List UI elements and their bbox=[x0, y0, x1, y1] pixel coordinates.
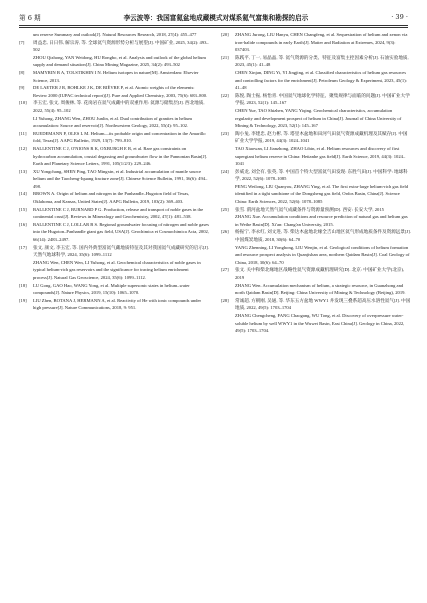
references-left-column bbox=[19, 31, 209, 312]
reference-entry bbox=[221, 107, 411, 130]
reference-number: [25] bbox=[221, 206, 229, 212]
reference-entry bbox=[19, 259, 209, 282]
reference-number: [22] bbox=[221, 92, 229, 98]
reference-text: ZHANG Xue. Accumulation conditions and resource prediction of natural gas and helium gas in Weihe Basin[D]. Xi'an: Chang'an University, 2015. bbox=[235, 214, 408, 227]
reference-number: [7] bbox=[19, 39, 25, 45]
page-header bbox=[19, 10, 408, 24]
reference-entry bbox=[19, 31, 209, 39]
reference-number: [21] bbox=[221, 54, 229, 60]
reference-entry bbox=[221, 244, 411, 267]
reference-number bbox=[19, 54, 33, 69]
reference-text: BALLENTINE C J, LOLLAR B S. Regional groundwater focusing of nitrogen and noble gases into the Hugoton–Panhandle giant gas field, USA[J]. Geochimica et Cosmochimica Acta, 2002, 66(14): 2483–2497. bbox=[33, 221, 209, 243]
reference-entry bbox=[221, 228, 411, 243]
reference-number: [17] bbox=[19, 244, 27, 250]
reference-text: 李玉宏, 张文, 周俊林, 等. 花岗岩在氦气成藏中的双重作用: 氦源与储集层[J]. 西北地质, 2022, 55(4): 95–102 bbox=[33, 100, 205, 113]
reference-text: MAMYRIN B A, TOLSTIKHIN I N. Helium isotopes in nature[M]. Amsterdam: Elsevier Science, 2013. bbox=[33, 69, 199, 83]
reference-text: 陈悦, 陶士振, 杨怡青. 中国氦气地球化学特征、聚集规律与面临的问题[J]. 中国矿业大学学报, 2023, 52(1): 145–167 bbox=[235, 92, 410, 106]
reference-entry bbox=[19, 145, 209, 168]
reference-text: CHEN Xinjan, DING Yi, YI Jingjing, et al. Classified characteristics of helium gas resources and controlling factors for the enrichment[J]. Petroleum Geology & Experiment, 2023, 45(1): 41–48 bbox=[235, 69, 407, 91]
reference-number bbox=[221, 145, 235, 168]
reference-entry bbox=[221, 31, 411, 54]
reference-entry bbox=[221, 92, 411, 107]
reference-number: [23] bbox=[221, 130, 229, 136]
reference-entry bbox=[19, 206, 209, 221]
reference-number bbox=[19, 259, 33, 282]
reference-number: [27] bbox=[221, 267, 229, 273]
reference-number: [18] bbox=[19, 282, 27, 288]
reference-number: [26] bbox=[221, 229, 229, 235]
reference-text: 常诚超, 方朝刚, 吴通, 等. 华东五方盆地 WWY1 井发现三叠系超高压水溶性氦气[J]. 中国地质, 2022, 49(5): 1703–1704 bbox=[235, 297, 411, 311]
reference-text: TAO Xiaowan, LI Jianzhong, ZHAO Libin, et al. Helium resources and discovery of first supergiant helium reserve in China: Hetianhe gas field[J]. Earth Science, 2019, 44(3): 1024–1041 bbox=[235, 145, 406, 167]
reference-number: [13] bbox=[19, 168, 27, 174]
reference-entry bbox=[19, 168, 209, 191]
reference-number bbox=[19, 115, 33, 130]
reference-text: XU Yongchang, SHEN Ping, TAO Mingxin, et al. Industrial accumulation of mantle source helium and the Taocheng-Iquang fracture zone[J]. Chinese Science Bulletin, 1991, 36(6): 494–498. bbox=[33, 168, 208, 189]
reference-text: um reserve Summary and outlook[J]. Natural Resources Research, 2018, 27(4): 455–477 bbox=[33, 32, 197, 37]
reference-number bbox=[221, 69, 235, 92]
reference-text: 杨振宁, 李永红, 刘文进, 等. 柴达木盆地北缘全吉山地区氦气形成地质条件及资源远景[J]. 中国煤炭地质, 2018, 30(6): 64–70 bbox=[235, 229, 411, 243]
reference-entry bbox=[19, 221, 209, 244]
reference-text: 陶小兔, 李建忠, 赵力彬, 等. 塔里木盆地和田河气田氦气资源成藏机理及其赋存[J]. 中国矿业大学学报, 2019, 44(3): 1024–1041 bbox=[235, 130, 408, 144]
reference-entry bbox=[221, 213, 411, 228]
reference-number bbox=[19, 31, 33, 39]
references-right-column bbox=[221, 31, 411, 335]
reference-text: ZHANG Jurong, LIU Hanyu, CHEN Changfeng, et al. Sequestration of helium and xenon via iron-halide compounds in early Earth[J]. Matter and Radiation at Extremes, 2024, 9(3): 037403. bbox=[235, 32, 408, 53]
reference-text: LIU Zhen, BOTANA J, HERMANN A, et al. Reactivity of He with ionic compounds under high pressure[J]. Nature Communications, 2018, 9: 951. bbox=[33, 297, 202, 311]
reference-number bbox=[221, 312, 235, 335]
reference-text: DE LAETER J R, BOHLKE J K, DE BIÈVRE P, et al. Atomic weights of the elements: Review 2000 (IUPAC technical report)[J]. Pure and Applied Chemistry, 2003, 75(6): 683–800. bbox=[33, 85, 208, 98]
reference-text: ZHANG Chengcheng, FANG Chaogang, WU Tong, et al. Discovery of overpressure water-soluble helium by well WWY1 in the Wuwei Basin, East China[J]. Geology in China, 2022, 49(5): 1703–1704. bbox=[235, 312, 405, 334]
reference-entry bbox=[19, 39, 209, 54]
reference-text: BALLENTINE C J, BURNARD P G. Production, release and transport of noble gases in the continental crust[J]. Reviews in Mineralogy and Geochemistry, 2002, 47(1): 481–538. bbox=[33, 206, 204, 220]
reference-number: [24] bbox=[221, 168, 229, 174]
reference-text: 张雪. 渭河盆地天然气氦气成藏条件与资源量预测[D]. 西安: 长安大学, 2015 bbox=[235, 206, 384, 212]
reference-entry bbox=[221, 168, 411, 183]
reference-number: [28] bbox=[221, 297, 229, 303]
reference-entry bbox=[19, 244, 209, 259]
reference-number bbox=[221, 244, 235, 267]
reference-entry bbox=[19, 84, 209, 99]
reference-number bbox=[221, 213, 235, 228]
reference-text: RUEDEMANN P, OLES L M. Helium—its probable origin and concentration in the Amarillo fold, Texas[J]. AAPG Bulletin, 1929, 13(7): 799–810. bbox=[33, 130, 206, 144]
reference-number: [12] bbox=[19, 145, 27, 151]
reference-entry bbox=[19, 130, 209, 145]
reference-entry bbox=[221, 266, 411, 281]
reference-text: 张文. 关中和柴北缘地区战略性氦气资源成藏机理研究[D]. 北京: 中国矿业大学(北京), 2019 bbox=[235, 267, 405, 280]
reference-entry bbox=[19, 69, 209, 84]
reference-number: [9] bbox=[19, 85, 25, 91]
reference-text: ZHANG Wen. Accumulation mechanism of helium, a strategic resource, in Guanzhong and north Qaidam Basin[D]. Beijing: China University of Mining & Technology (Beijing), 2019. bbox=[235, 282, 406, 296]
reference-entry bbox=[19, 297, 209, 312]
reference-number: [15] bbox=[19, 206, 27, 212]
reference-entry bbox=[19, 115, 209, 130]
reference-text: 张文, 颜文, 李玉宏, 等. 国内外典型富氦气藏地质特征及其对我国氦气成藏研究的启示[J]. 天然气地球科学, 2024, 35(6): 1099–1112 bbox=[33, 244, 209, 258]
reference-entry bbox=[221, 312, 411, 335]
reference-text: CHEN Yue, TAO Shizhen, YANG Yiqing. Geochemical characteristics, accumulation regularity and development prospect of helium in China[J]. Journal of China University of Mining & Technology, 2023, 52(1): 145–167 bbox=[235, 107, 402, 129]
running-title: 李云波等：我国富氦盆地成藏模式对煤系氦气富集和勘探的启示 bbox=[123, 14, 309, 22]
reference-entry bbox=[221, 145, 411, 168]
reference-number bbox=[221, 282, 235, 297]
issue-number: 第 6 期 bbox=[19, 14, 41, 22]
reference-entry bbox=[221, 297, 411, 312]
reference-text: 彭威龙, 刘全有, 张英, 等. 中国首个特大型富氦气田发现: 东胜气田[J]. 中国科学: 地球科学, 2022, 52(6): 1078–1085 bbox=[235, 168, 408, 182]
reference-entry bbox=[19, 190, 209, 205]
reference-number: [8] bbox=[19, 69, 25, 75]
reference-text: PENG Weilong, LIU Quanyou, ZHANG Ying, et al. The first extra-large helium-rich gas field identified in a tight sandstone of the Dongsheng gas field, Ordos Basin, China[J]. Science China: Earth Sciences, 2022, 52(6): 1078–1085 bbox=[235, 183, 409, 205]
page-number: · 39 · bbox=[391, 13, 408, 21]
reference-text: LI Yuhong, ZHANG Wen, ZHOU Junlin, et al. Dual contribution of granites in helium accumulation: Source and reservoir[J]. Northwestern Geology, 2022, 55(4): 95–102. bbox=[33, 115, 192, 129]
reference-number: [14] bbox=[19, 191, 27, 197]
reference-text: YANG Zhenning, LI Yonghong, LIU Wenjin, et al. Geological conditions of helium formation and resource prospect analysis in Quanjishan area, northern Qaidam Basin[J]. Coal Geology of China, 2018, 30(6): 64–70 bbox=[235, 244, 410, 265]
reference-number: [19] bbox=[19, 297, 27, 303]
header-rule-thin bbox=[19, 27, 408, 28]
reference-number: [11] bbox=[19, 130, 27, 136]
reference-entry bbox=[221, 183, 411, 206]
reference-text: BROWN A. Origin of helium and nitrogen in the Panhandle–Hugoton field of Texas, Oklahoma, and Kansas, United States[J]. AAPG Bulletin, 2019, 103(2): 369–403. bbox=[33, 191, 190, 205]
reference-entry bbox=[19, 282, 209, 297]
reference-entry bbox=[221, 130, 411, 145]
reference-entry bbox=[221, 69, 411, 92]
reference-text: BALLENTINE C J, O'NIONS R K, OXBURGH E R, et al. Rare gas constraints on hydrocarbon accumulation, crustal degassing and groundwater flow in the Pannonian Basin[J]. Earth and Planetary Science Letters, 1991, 105(1/2/3): 229–246. bbox=[33, 145, 208, 167]
reference-text: LU Gong, GAO Hao, WANG Yong, et al. Multiple supersonic states in helium–water compounds[J]. Nature Physics, 2019, 15(10): 1065–1070. bbox=[33, 282, 190, 296]
header-rule bbox=[19, 25, 408, 26]
reference-entry bbox=[221, 282, 411, 297]
reference-number bbox=[221, 107, 235, 130]
reference-number bbox=[221, 183, 235, 206]
reference-entry bbox=[19, 99, 209, 114]
reference-entry bbox=[19, 54, 209, 69]
reference-entry bbox=[221, 206, 411, 214]
reference-entry bbox=[221, 54, 411, 69]
reference-text: ZHOU Qizhong, YAN Weidong, HU Rongbo, et al. Analysis and outlook of the global helium supply and demand situation[J]. China Mining Magazine, 2025, 34(2): 493–502 bbox=[33, 54, 206, 68]
reference-number: [16] bbox=[19, 221, 27, 227]
reference-number: [10] bbox=[19, 100, 27, 106]
reference-text: ZHANG Wen, CHEN Wen, LI Yuhong, et al. Geochemical characteristics of noble gases in typical helium-rich gas reservoirs and the significance for tracing helium enrichment process[J]. Natural Gas Geoscience, 2024, 35(6): 1099–1112. bbox=[33, 259, 201, 280]
reference-text: 周益忠, 日日伟, 解宗涛, 等. 全球氦气资源形势分析与展望[J]. 中国矿业, 2025, 34(2): 493–502 bbox=[33, 39, 209, 53]
reference-text: 陈践平, 丁一, 易晶晶, 等. 氦气资源的分类、特征及富集主控因素分析[J]. 石油实验地质, 2023, 45(1): 41–48 bbox=[235, 54, 409, 68]
reference-number: [20] bbox=[221, 32, 229, 37]
